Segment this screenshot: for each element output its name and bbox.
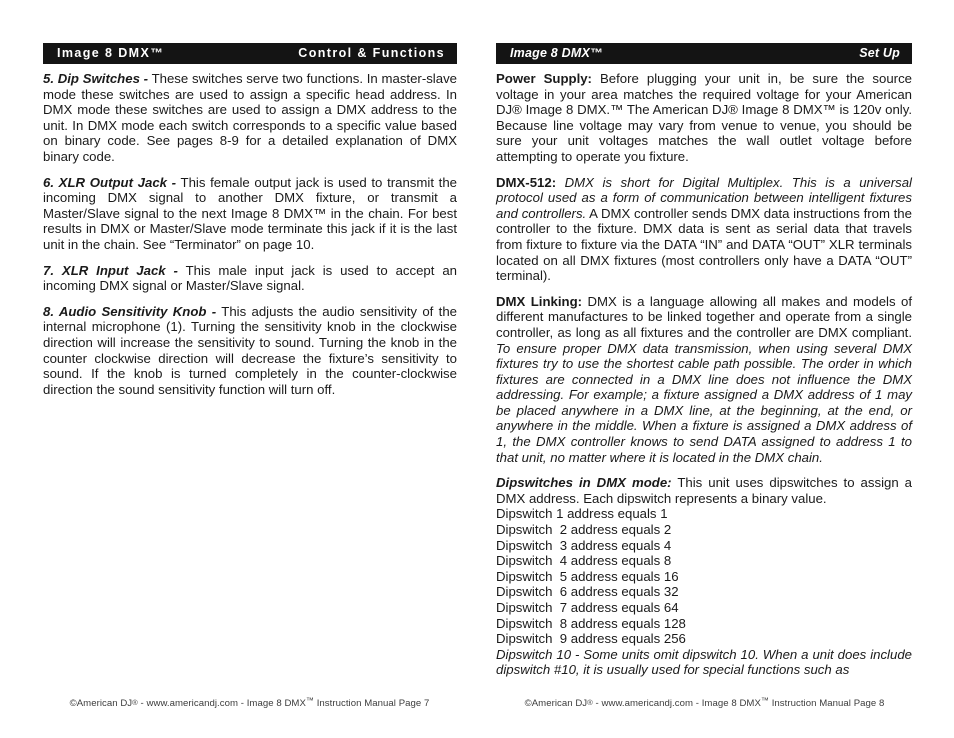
footer-middle: - www.americandj.com - Image 8 DMX <box>137 698 306 709</box>
paragraph-lead-power-supply: Power Supply: <box>496 71 592 86</box>
paragraph-lead-dip-switches: 5. Dip Switches - <box>43 71 149 86</box>
registered-mark-icon: ® <box>132 698 138 707</box>
paragraph-body-dmx-512: A DMX controller sends DMX data instructions from the controller to the fixture. DMX data is sent as serial data that travels from fixture to fixture via the DATA “IN” and DATA “OUT” XLR terminals located on all DMX fixtures (most controllers only have a DATA “OUT” terminal). <box>496 205 912 284</box>
list-item: Dipswitch 6 address equals 32 <box>496 584 679 600</box>
list-item: Dipswitch 4 address equals 8 <box>496 553 672 569</box>
page-right <box>477 0 954 738</box>
list-item: Dipswitch 7 address equals 64 <box>496 600 679 615</box>
list-item: Dipswitch 9 address equals 256 <box>496 631 686 647</box>
paragraph-dmx-512 <box>496 175 912 284</box>
footer-suffix: Instruction Manual Page 8 <box>768 698 885 709</box>
paragraph-xlr-input-jack <box>43 263 457 294</box>
paragraph-italic-dmx-512: DMX is short for Digital Multiplex. This is a universal protocol used as a form of communication between intelligent fixtures and controllers. <box>496 174 912 221</box>
page-left-footer <box>0 695 477 710</box>
paragraph-lead-dmx-linking: DMX Linking: <box>496 293 583 309</box>
paragraph-body-dmx-linking: DMX is a language allowing all makes and models of different manufactures to be linked together and operate from a single controller, as long as all fixtures and the controller are DMX compliant. <box>496 293 912 340</box>
paragraph-audio-sensitivity-knob <box>43 304 457 398</box>
trademark-mark-icon: ™ <box>305 696 314 705</box>
paragraph-lead-dipswitches-in-dmx-mode: Dipswitches in DMX mode: <box>496 475 672 491</box>
paragraph-dipswitch-10: Dipswitch 10 - Some units omit dipswitch 10. When a unit does include dipswitch #10, it is usually used for special functions such as <box>496 646 912 678</box>
paragraph-body-audio-sensitivity-knob: This adjusts the audio sensitivity of the internal microphone (1). Turning the sensitivity knob in the clockwise direction will increase the sensitivity to sound. Turning the knob in the counter clockwise direction will decrease the fixture’s sensitivity to sound. If the knob is turned completely in the counter-clockwise direction the sound sensitivity function will turn off. <box>43 303 457 397</box>
page-right-header-title: Image 8 DMX™ <box>510 46 603 61</box>
page-right-footer <box>477 695 954 710</box>
dipswitch-address-list <box>496 506 912 646</box>
paragraph-dip-switches <box>43 71 457 165</box>
paragraph-italic-dmx-linking: To ensure proper DMX data transmission, when using several DMX fixtures try to use the shortest cable path possible. The order in which fixtures are connected in a DMX line does not influence the DMX addressing. For example; a fixture assigned a DMX address of 1 may be placed anywhere in a DMX line, at the beginning, at the end, or anywhere in the middle. When a fixture is assigned a DMX address of 1, the DMX controller knows to send DATA assigned to address 1 to that unit, no matter where it is located in the DMX chain. <box>496 340 912 465</box>
paragraph-lead-xlr-input-jack: 7. XLR Input Jack - <box>43 262 178 278</box>
page-left-header-bar <box>43 43 457 64</box>
list-item: Dipswitch 5 address equals 16 <box>496 568 679 584</box>
paragraph-body-xlr-input-jack: This male input jack is used to accept an incoming DMX signal or Master/Slave signal. <box>43 262 457 294</box>
footer-prefix: ©American DJ <box>69 698 133 709</box>
list-item: Dipswitch 1 address equals 1 <box>496 506 668 522</box>
paragraph-lead-xlr-output-jack: 6. XLR Output Jack - <box>43 174 177 190</box>
registered-mark-icon: ® <box>587 698 593 707</box>
paragraph-lead-dmx-512: DMX-512: <box>496 174 557 190</box>
paragraph-body-power-supply: Before plugging your unit in, be sure the source voltage in your area matches the required voltage for your American DJ® Image 8 DMX.™ The American DJ® Image 8 DMX™ is 120v only. Because line voltage may vary from venue to venue, you should be sure your unit voltages matches the wall outlet voltage before attempting to operate you fixture. <box>496 71 913 164</box>
paragraph-dipswitches-in-dmx-mode <box>496 475 912 506</box>
paragraph-dmx-linking <box>496 294 912 466</box>
paragraph-xlr-output-jack <box>43 175 457 253</box>
footer-middle: - www.americandj.com - Image 8 DMX <box>592 698 761 709</box>
paragraph-lead-audio-sensitivity-knob: 8. Audio Sensitivity Knob - <box>43 303 217 319</box>
paragraph-power-supply <box>496 71 912 165</box>
page-right-header-section: Set Up <box>859 46 900 61</box>
list-item: Dipswitch 8 address equals 128 <box>496 615 686 631</box>
page-left-header-section: Control & Functions <box>298 46 445 61</box>
paragraph-body-dip-switches: These switches serve two functions. In master-slave mode these switches are used to assign a specific head address. In DMX mode these switches are used to assign a DMX address to the unit. In DMX mode each switch corresponds to a specific value based on binary code. See pages 8-9 for a detailed explanation of DMX binary code. <box>43 71 457 164</box>
paragraph-body-dipswitches-in-dmx-mode: This unit uses dipswitches to assign a DMX address. Each dipswitch represents a binary value. <box>496 475 913 506</box>
footer-prefix: ©American DJ <box>524 698 588 709</box>
list-item: Dipswitch 3 address equals 4 <box>496 537 672 553</box>
footer-suffix: Instruction Manual Page 7 <box>313 698 430 709</box>
trademark-mark-icon: ™ <box>760 696 769 705</box>
page-left-header-title: Image 8 DMX™ <box>57 46 165 61</box>
page-right-header-bar <box>496 43 912 64</box>
list-item: Dipswitch 2 address equals 2 <box>496 522 672 538</box>
paragraph-body-xlr-output-jack: This female output jack is used to transmit the incoming DMX signal to another DMX fixture, or transmit a Master/Slave signal to the next Image 8 DMX™ in the chain. For best results in DMX or Master/Slave mode terminate this jack if it is the last unit in the chain. See “Terminator” on page 10. <box>43 174 458 252</box>
